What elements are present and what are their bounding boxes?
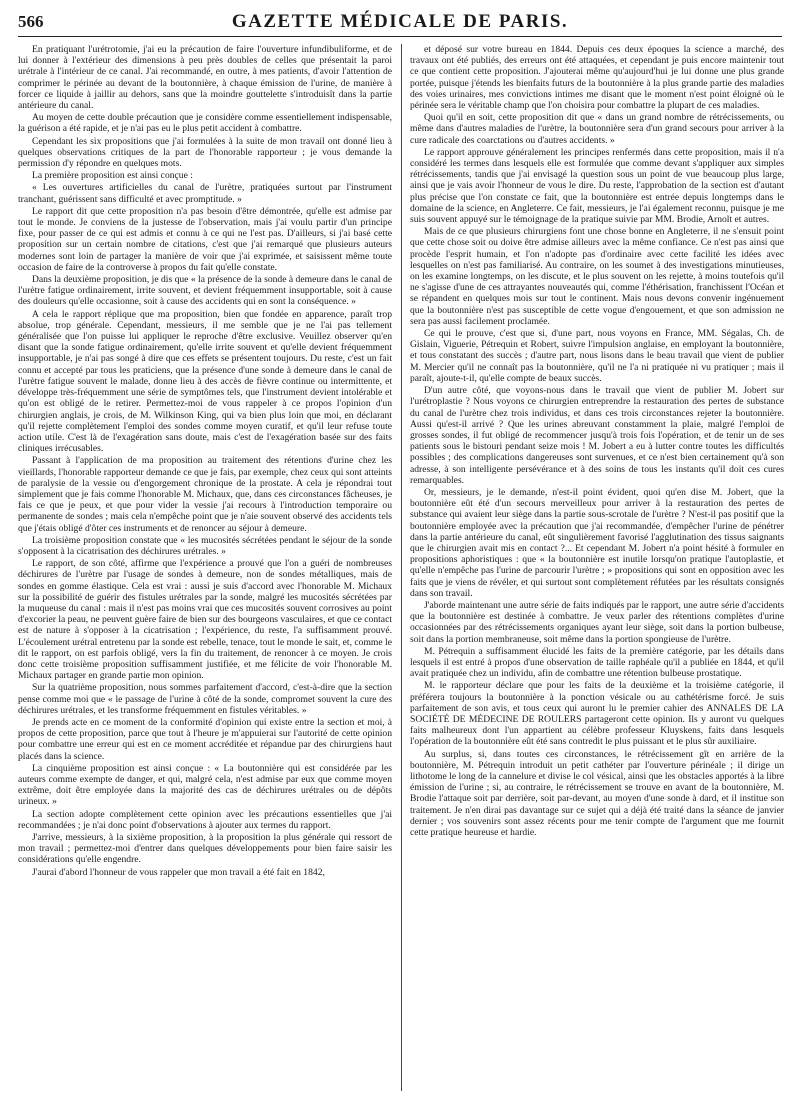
page-number: 566 [18,12,44,31]
paragraph: La section adopte complètement cette opinion avec les précautions essentielles que j'ai recommandées ; je n'ai donc point d'observations à ajouter aux termes du rapport. [18,808,392,831]
paragraph: Le rapport dit que cette proposition n'a pas besoin d'être démontrée, qu'elle est admise par tout le monde. Je conviens de la justesse de l'observation, mais j'ai voulu partir d'un principe fixe, pour passer de ce qui est admis et connu à ce qui ne l'est pas. D'ailleurs, si j'ai basé cette proposition sur un certain nombre de citations, c'est que j'ai remarqué que plusieurs auteurs modernes sont loin de partager la manière de voir que j'ai exprimée, et saisissent même toute occasion de faire de la controverse à propos du fait qu'elle constate. [18,205,392,273]
paragraph: et déposé sur votre bureau en 1844. Depuis ces deux époques la science a marché, des travaux ont été publiés, des erreurs ont été attaquées, et cependant je puis encore maintenir tout ce que contient cette proposition. J'ajouterai même qu'aujourd'hui je lui donne une plus grande portée, puisque j'étends les bienfaits futurs de la boutonnière à la plus grande partie des maladies des voies urinaires, mes convictions intimes me disant que le moment n'est point éloigné où le périnée sera le véritable champ que l'on choisira pour combattre la plupart de ces maladies. [410,44,784,112]
paragraph: J'aurai d'abord l'honneur de vous rappeler que mon travail a été fait en 1842, [32,866,325,878]
paragraph: Ce qui le prouve, c'est que si, d'une part, nous voyons en France, MM. Ségalas, Ch. de Gislain, Viguerie, Pétrequin et Robert, suivre l'impulsion anglaise, en employant la boutonnière, et tous constatant des succès ; d'autre part, nous lisons dans le beau travail que vient de publier M. Mercier qu'il ne connaît pas la boutonnière, qu'il ne l'a ni pratiquée ni vu pratiquer ; mais il paraît, ajoute-t-il, qu'elle compte de beaux succès. [410,328,784,384]
paragraph: Sur la quatrième proposition, nous sommes parfaitement d'accord, c'est-à-dire que la section pense comme moi que « le passage de l'urine à côté de la sonde, compromet souvent la cure des déchirures urétrales, et les transforme fréquemment en fistules véritables. » [18,682,392,716]
paragraph: A cela le rapport réplique que ma proposition, bien que fondée en apparence, paraît trop absolue, trop générale. Cependant, messieurs, il me semble que je ne l'ai pas tellement généralisée que l'on puisse lui appliquer le reproche d'être exclusive. Veuillez observer qu'en disant que la sonde fatigue ordinairement, qu'elle irrite souvent et qu'elle devient fréquemment insupportable, je n'ai pas songé à dire que ces effets se présentent toujours. Du reste, c'est un fait connu et accepté par tous les praticiens, que la présence d'une sonde à demeure dans le canal de l'urètre fatigue souvent le malade, donne lieu à des accès de fièvre continue ou intermittente, et développe très-fréquemment une série de symptômes tels, que l'instrument devient intolérable et qu'on est obligé de le retirer. Permettez-moi de vous rappeler à ce propos l'opinion d'un chirurgien anglais, je crois, de M. Wilkinson King, qui va bien plus loin que moi, en déclarant qu'il rejette complètement l'emploi des sondes comme moyen curatif, et qu'il leur refuse toute action utile. C'est là de l'exagération sans doute, mais c'est de l'exagération basée sur des faits cliniques irrécusables. [18,308,392,455]
paragraph: J'arrive, messieurs, à la sixième proposition, à la proposition la plus générale qui ressort de mon travail ; permettez-moi d'entrer dans quelques développements pour bien faire saisir les considérations qu'elle engendre. [18,832,392,866]
paragraph: Cependant les six propositions que j'ai formulées à la suite de mon travail ont donné lieu à quelques observations critiques de la part de l'honorable rapporteur ; je vous demande la permission d'y répondre en quelques mots. [18,135,392,170]
paragraph: J'aborde maintenant une autre série de faits indiqués par le rapport, une autre série d'accidents que la boutonnière est destinée à combattre. Je veux parler des rétentions complètes d'urine occasionnées par des rétrécissements organiques ayant leur siège, soit dans la portion bulbeuse, soit dans la portion membraneuse, soit même dans la portion spongieuse de l'urètre. [410,599,784,645]
paragraph: La troisième proposition constate que « les mucosités sécrétées pendant le séjour de la sonde s'opposent à la cicatrisation des déchirures urétrales. » [18,534,392,557]
paragraph: Au surplus, si, dans toutes ces circonstances, le rétrécissement gît en arrière de la boutonnière, M. Pétrequin introduit un petit cathéter par l'ouverture périnéale ; il dirige un lithotome le long de la cannelure et divise le col vésical, ainsi que les obstacles apportés à la libre émission de l'urine ; si, au contraire, le rétrécissement se trouve en avant de la boutonnière, M. Brodie l'attaque soit par derrière, soit par-devant, au moyen d'une sonde à dard, et il institue son traitement. Je n'en dirai pas davantage sur ce sujet qui a déjà été traité dans la séance de janvier dernier ; vos souvenirs sont assez récents pour me tenir compte de l'argument que me fournit cette pratique heureuse et hardie. [410,748,784,839]
paragraph: Le rapport, de son côté, affirme que l'expérience a prouvé que l'on a guéri de nombreuses déchirures de l'urètre par l'usage de sondes à demeure, non de sondes métalliques, mais de sondes en gomme élastique. Cela est vrai : aussi je suis d'accord avec l'honorable M. Michaux sur la possibilité de guérir des fistules urétrales par la sonde, malgré les mucosités sécrétées par la muqueuse du canal : mais il n'est pas moins vrai que ces mucosités souvent corrosives au point d'excorier la peau, ne peuvent guère faire de bien sur des bourgeons vasculaires, et que ce contact est de nature à s'opposer à la cicatrisation ; l'expérience, du reste, l'a suffisamment prouvé. L'écoulement urétral entretenu par la sonde est rebelle, tenace, tout le monde le sait, et, comme le dit le rapport, on est parfois obligé, vers la fin du traitement, de renoncer à ce moyen. Je crois donc cette troisième proposition suffisamment justifiée, et me félicite de voir l'honorable M. Michaux partager en grande partie mon opinion. [18,558,392,682]
paragraph: Je prends acte en ce moment de la conformité d'opinion qui existe entre la section et moi, à propos de cette proposition, parce que tout à l'heure je m'appuierai sur l'autorité de cette opinion pour combattre une erreur qui est en ce moment accréditée et répandue par des chirurgiens haut placés dans la science. [18,716,392,762]
paragraph: Mais de ce que plusieurs chirurgiens font une chose bonne en Angleterre, il ne s'ensuit point que cette chose soit ou doive être admise ailleurs avec la même confiance. Ce n'est pas ainsi que procède l'esprit humain, et l'on n'adopte pas d'ordinaire avec cette facilité les idées avec lesquelles on n'est pas familiarisé. Au contraire, on les soumet à des investigations minutieuses, on les examine longtemps, on les discute, et le plus souvent on les rejette, à moins toutefois qu'il ne s'agisse d'une de ces attrayantes nouveautés qui, comme l'éthérisation, franchissent l'Océan et se répandent en quelques mois sur tout le continent. Mais nous devons convenir ingénuement que la boutonnière n'est pas susceptible de cette vogue d'engouement, et que son admission ne sera pas aussi facilement proclamée. [410,226,784,327]
paragraph: La première proposition est ainsi conçue : [32,170,193,182]
left-column [18,44,392,1091]
paragraph: « Les ouvertures artificielles du canal de l'urètre, pratiquées surtout par l'instrument tranchant, guérissent sans difficulté et avec promptitude. » [18,182,392,205]
paragraph: Dans la deuxième proposition, je dis que « la présence de la sonde à demeure dans le canal de l'urètre fatigue ordinairement, irrite souvent, et devient fréquemment insupportable, soit à cause des douleurs qu'elle occasionne, soit à cause des accidents qui en sont la conséquence. » [18,274,392,308]
paragraph: Or, messieurs, je le demande, n'est-il point évident, quoi qu'en dise M. Jobert, que la boutonnière eût été d'un secours merveilleux pour arriver à la restauration des pertes de substance qui avaient leur siège dans la partie sous-scrotale de l'urètre ? N'est-il pas positif que la boutonnière employée avec la précaution que j'ai recommandée, d'empêcher l'urine de pénétrer dans la partie antérieure du canal, eût singulièrement favorisé l'agglutination des tissus saignants que le chirurgien avait mis en contact ?... Et cependant M. Jobert n'a point hésité à formuler en propositions aphoristiques : que « la boutonnière est inutile lorsqu'on pratique l'autoplastie, et qu'elle n'empêche pas l'urine de parcourir l'urètre ; » propositions qui sont en opposition avec les faits que je viens de révéler, et qui surtout sont complètement réfutées par les résultats consignés dans son travail. [410,486,784,599]
publication-title: GAZETTE MÉDICALE DE PARIS. [231,11,569,32]
article-body [18,44,788,1091]
paragraph: Passant à l'application de ma proposition au traitement des rétentions d'urine chez les vieillards, l'honorable rapporteur demande ce que je fais, par exemple, chez ceux qui sont atteints de paralysie de la vessie ou d'engorgement chronique de la prostate. A cela je répondrai tout simplement que je fais comme l'honorable M. Michaux, que, dans ces circonstances fâcheuses, je fais ce que je peux, et que pour vider la vessie j'ai recours à l'introduction temporaire ou permanente de sondes ; mais cela n'empêche point que je n'aie souvent observé des accidents tels que j'étais obligé d'ôter ces instruments et de renoncer au séjour à demeure. [18,455,392,534]
paragraph: D'un autre côté, que voyons-nous dans le travail que vient de publier M. Jobert sur l'urétroplastie ? Nous voyons ce chirurgien entreprendre la restauration des pertes de substance du canal de l'urètre chez trois individus, et dans ces trois circonstances rejeter la boutonnière. Aussi qu'est-il arrivé ? Que les urines abreuvant constamment la plaie, malgré l'emploi de grosses sondes, il fut obligé de recommencer jusqu'à trois fois l'opération, et de tenir un de ses patients sous le bistouri pendant seize mois ! M. Jobert a eu à lutter contre toutes les difficultés possibles ; des complications dangereuses sont survenues, et ce n'est bien certainement qu'à son adresse, à son intelligente persévérance et à des soins de tous les instants qu'il doit ces cures remarquables. [410,385,784,486]
paragraph: La cinquième proposition est ainsi conçue : « La boutonnière qui est considérée par les auteurs comme exempte de danger, et qui, malgré cela, n'est admise par eux que comme moyen extrême, doit être employée dans la majorité des cas de déchirures urétrales ou de dépôts urineux. » [18,762,392,808]
paragraph: M. Pétrequin a suffisamment élucidé les faits de la première catégorie, par les détails dans lesquels il est entré à propos d'une observation de taille raphéale qu'il a publiée en 1844, et qu'il avait pratiquée chez un individu, afin de combattre une rétention bulbeuse prostatique. [410,645,784,680]
paragraph: M. le rapporteur déclare que pour les faits de la deuxième et la troisième catégorie, il préférera toujours la boutonnière à la ponction vésicale ou au cathétérisme forcé. Je suis parfaitement de son avis, et tous ceux qui auront lu le premier cahier des ANNALES DE LA SOCIÉTÉ DE MÉDECINE DE ROULERS partageront cette opinion. Ils y auront vu quelques faits malheureux dont l'un appartient au célèbre professeur Kluyskens, faits dans lesquels l'opération de la boutonnière eût été sans contredit le plus puissant et le plus sûr auxiliaire. [410,680,784,748]
paragraph: Le rapport approuve généralement les principes renfermés dans cette proposition, mais il n'a considéré les termes dans lesquels elle est formulée que comme devant s'appliquer aux simples rétrécissements, tandis que j'ai envisagé la question sous un point de vue beaucoup plus large, ainsi que je vais avoir l'honneur de vous le dire. Du reste, l'approbation de la section est d'autant plus précise que l'on constate ce fait, que la boutonnière est entrée depuis longtemps dans le domaine de la science, en Angleterre. Ce fait, messieurs, je l'ai également reconnu, puisque je me suis souvent appuyé sur le témoignage de la pratique suivie par MM. Brodie, Arnolt et autres. [410,146,784,226]
right-column [410,44,784,1091]
page-header [18,10,782,37]
paragraph: Au moyen de cette double précaution que je considère comme essentiellement indispensable, la guérison a été rapide, et je n'ai pas eu le plus petit accident à combattre. [18,112,392,135]
paragraph: En pratiquant l'urétrotomie, j'ai eu la précaution de faire l'ouverture infundibuliforme, et de lui donner à l'extérieur des dimensions à peu près doubles de celles que présentait la paroi urétrale à l'intérieur de ce canal. J'ai recommandé, en outre, à mes patients, d'avoir l'attention de comprimer le périnée au devant de la boutonnière, à chaque émission de l'urine, de manière à forcer ce liquide à jaillir au dehors, sans que la moindre gouttelette s'introduisît dans la partie antérieure du canal. [18,44,392,112]
paragraph: Quoi qu'il en soit, cette proposition dit que « dans un grand nombre de rétrécissements, ou même dans d'autres maladies de l'urètre, la boutonnière sera d'un grand secours pour arriver à la cure radicale des coarctations ou d'autres accidents. » [410,112,784,146]
column-divider [401,44,402,1091]
